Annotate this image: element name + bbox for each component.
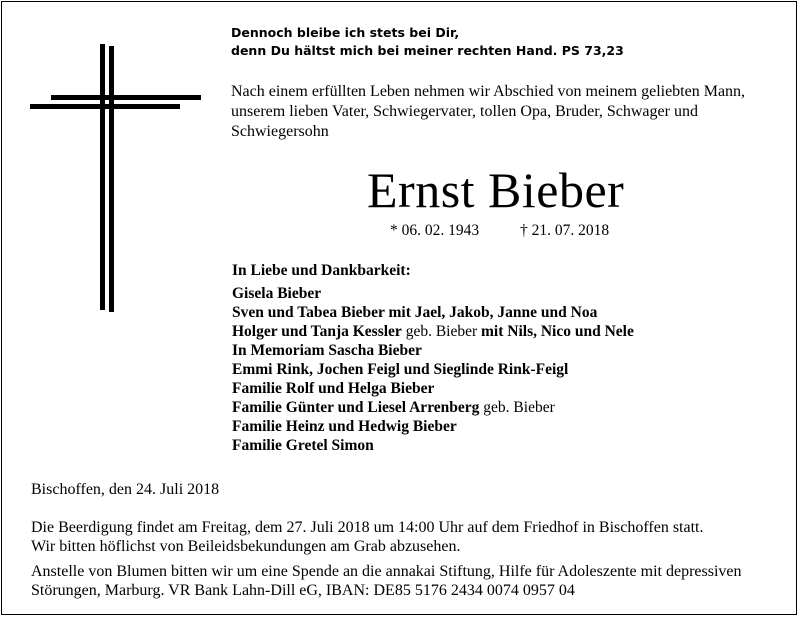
bible-verse	[231, 24, 624, 60]
mourner-line: In Memoriam Sascha Bieber	[232, 342, 422, 359]
donation-line: Störungen, Marburg. VR Bank Lahn-Dill eG, IBAN: DE85 5176 2434 0074 0957 04	[31, 582, 575, 599]
mourner-line: Familie Heinz und Hedwig Bieber	[232, 418, 457, 435]
place-date: Bischoffen, den 24. Juli 2018	[31, 481, 220, 498]
funeral-line: Wir bitten höflichst von Beileidsbekundungen am Grab abzusehen.	[31, 538, 461, 555]
mourners-list	[232, 284, 634, 455]
obituary-card	[1, 1, 797, 615]
donation-info	[31, 562, 742, 600]
mourner-maiden-note: geb. Bieber	[401, 323, 482, 340]
verse-line: Dennoch bleibe ich stets bei Dir,	[231, 25, 460, 40]
mourners-heading: In Liebe und Dankbarkeit:	[232, 262, 411, 279]
verse-line: denn Du hältst mich bei meiner rechten Hand. PS 73,23	[231, 43, 624, 58]
intro-line: unserem lieben Vater, Schwiegervater, tollen Opa, Bruder, Schwager und	[231, 103, 698, 120]
mourner-line: Gisela Bieber	[232, 285, 322, 302]
funeral-line: Die Beerdigung findet am Freitag, dem 27. Juli 2018 um 14:00 Uhr auf dem Friedhof in Bischoffen statt.	[31, 519, 704, 536]
mourner-line: Familie Gretel Simon	[232, 437, 374, 454]
intro-text	[231, 82, 745, 142]
birth-date: * 06. 02. 1943	[390, 222, 480, 239]
mourner-line: Sven und Tabea Bieber mit Jael, Jakob, Janne und Noa	[232, 304, 598, 321]
intro-line: Nach einem erfüllten Leben nehmen wir Abschied von meinem geliebten Mann,	[231, 83, 746, 100]
funeral-info	[31, 518, 703, 556]
mourner-names: Familie Günter und Liesel Arrenberg	[232, 399, 480, 416]
mourner-maiden-note: geb. Bieber	[479, 399, 555, 416]
mourner-names: Holger und Tanja Kessler	[232, 323, 402, 340]
mourner-line: Familie Rolf und Helga Bieber	[232, 380, 435, 397]
mourner-names: mit Nils, Nico und Nele	[481, 323, 634, 340]
mourner-line: Emmi Rink, Jochen Feigl und Sieglinde Rink-Feigl	[232, 361, 569, 378]
mourner-line	[232, 398, 634, 417]
mourner-line	[232, 322, 634, 341]
donation-line: Anstelle von Blumen bitten wir um eine Spende an die annakai Stiftung, Hilfe für Adoleszente mit depressiven	[31, 563, 742, 580]
deceased-name: Ernst Bieber	[367, 162, 625, 218]
intro-line: Schwiegersohn	[231, 123, 329, 140]
death-date: † 21. 07. 2018	[520, 222, 610, 239]
